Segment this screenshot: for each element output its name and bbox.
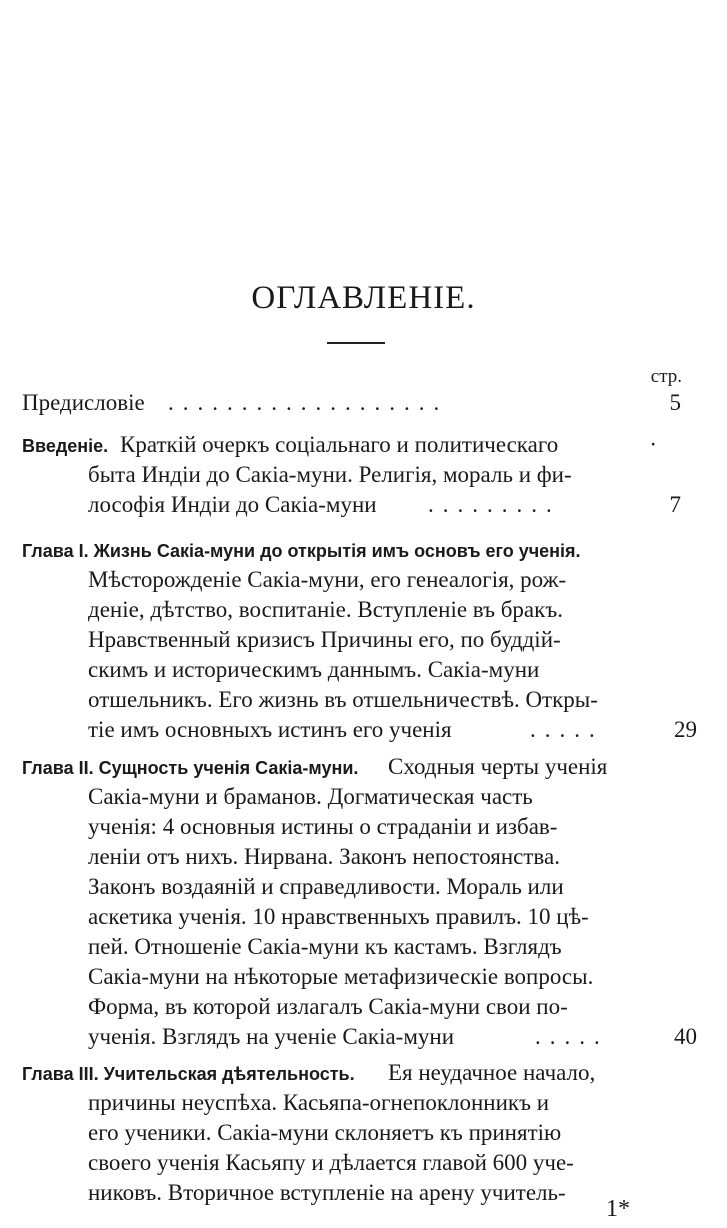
toc-entry-chapter-1 (0, 535, 727, 565)
toc-entry-line (0, 490, 727, 520)
title-divider (327, 342, 385, 344)
toc-entry-line (0, 812, 727, 842)
toc-page-number: 40 (674, 1024, 697, 1049)
toc-heading: Глава I. Жизнь Сакіа-муни до открытія имъ основъ его ученія. (22, 541, 581, 561)
toc-entry-text: отшельникъ. Его жизнь въ отшельничествѣ. Откры- (88, 687, 598, 712)
toc-entry-text: Ея неудачное начало, (388, 1060, 596, 1085)
toc-entry-text: деніе, дѣтство, воспитаніе. Вступленіе въ бракъ. (88, 597, 563, 622)
toc-entry-text: Форма, въ которой излагалъ Сакіа-муни свои по- (88, 994, 568, 1019)
toc-entry-line (0, 595, 727, 625)
toc-entry-intro (0, 430, 727, 460)
leader-dots: ..... (530, 717, 604, 742)
toc-entry-line (0, 685, 727, 715)
toc-entry-line (0, 932, 727, 962)
toc-entry-chapter-2 (0, 752, 727, 782)
toc-entry-line (0, 842, 727, 872)
page-title: ОГЛАВЛЕНІЕ. (251, 280, 476, 316)
toc-entry-line (0, 565, 727, 595)
toc-entry-text: Законъ воздаяній и справедливости. Мораль или (88, 874, 564, 899)
toc-entry-text: леніи отъ нихъ. Нирвана. Законъ непостоянства. (88, 844, 560, 869)
toc-entry-text: лософія Индіи до Сакіа-муни (88, 492, 377, 517)
leader-dots: ................... (168, 390, 449, 415)
toc-entry-line (0, 1088, 727, 1118)
toc-entry-text: ученія. Взглядъ на ученіе Сакіа-муни (88, 1024, 455, 1049)
toc-entry-text: аскетика ученія. 10 нравственныхъ правилъ. 10 цѣ- (88, 904, 589, 929)
toc-entry-text: его ученики. Сакіа-муни склоняетъ къ принятію (88, 1120, 562, 1145)
toc-entry-text: Сакіа-муни на нѣкоторые метафизическіе вопросы. (88, 964, 594, 989)
margin-mark: · (649, 432, 657, 457)
toc-heading: Глава III. Учительская дѣятельность. (22, 1064, 355, 1084)
toc-entry-text: причины неуспѣха. Касьяпа-огнепоклонникъ и (88, 1090, 550, 1115)
toc-page-number: 29 (674, 717, 697, 742)
toc-page-number: 7 (669, 492, 681, 517)
toc-heading: Глава II. Сущность ученія Сакіа-муни. (22, 758, 359, 778)
toc-entry-preface (0, 388, 727, 418)
toc-entry-text: Предисловіе (22, 390, 145, 415)
toc-entry-line (0, 625, 727, 655)
toc-entry-chapter-3 (0, 1058, 727, 1088)
toc-page-number: 5 (669, 390, 681, 415)
leader-dots: ......... (428, 492, 561, 517)
toc-entry-line (0, 782, 727, 812)
toc-entry-line (0, 1022, 727, 1052)
page-column-label: стр. (650, 366, 682, 387)
toc-entry-line (0, 1118, 727, 1148)
toc-entry-line (0, 992, 727, 1022)
toc-entry-text: тіе имъ основныхъ истинъ его ученія (88, 717, 452, 742)
leader-dots: ..... (535, 1024, 609, 1049)
toc-entry-text: быта Индіи до Сакіа-муни. Религія, мораль и фи- (88, 462, 572, 487)
signature-mark: 1* (606, 1196, 630, 1222)
toc-entry-text: скимъ и историческимъ даннымъ. Сакіа-муни (88, 657, 540, 682)
toc-entry-line (0, 460, 727, 490)
toc-entry-line (0, 1148, 727, 1178)
toc-entry-text: Мѣсторожденіе Сакіа-муни, его генеалогія, рож- (88, 567, 567, 592)
toc-entry-text: Краткій очеркъ соціальнаго и политическаго (120, 432, 559, 457)
toc-entry-text: Сходныя черты ученія (388, 754, 608, 779)
toc-entry-text: никовъ. Вторичное вступленіе на арену учитель- (88, 1180, 566, 1205)
toc-entry-text: ученія: 4 основныя истины о страданіи и избав- (88, 814, 558, 839)
toc-entry-text: Нравственный кризисъ Причины его, по буддій- (88, 627, 561, 652)
toc-entry-text: своего ученія Касьяпу и дѣлается главой 600 уче- (88, 1150, 574, 1175)
toc-entry-line (0, 715, 727, 745)
toc-entry-line (0, 655, 727, 685)
toc-entry-text: пей. Отношеніе Сакіа-муни къ кастамъ. Взглядъ (88, 934, 562, 959)
toc-entry-line (0, 872, 727, 902)
toc-entry-line (0, 962, 727, 992)
toc-heading: Введеніе. (22, 436, 109, 456)
toc-entry-text: Сакіа-муни и браманов. Догматическая часть (88, 784, 533, 809)
toc-entry-line (0, 902, 727, 932)
